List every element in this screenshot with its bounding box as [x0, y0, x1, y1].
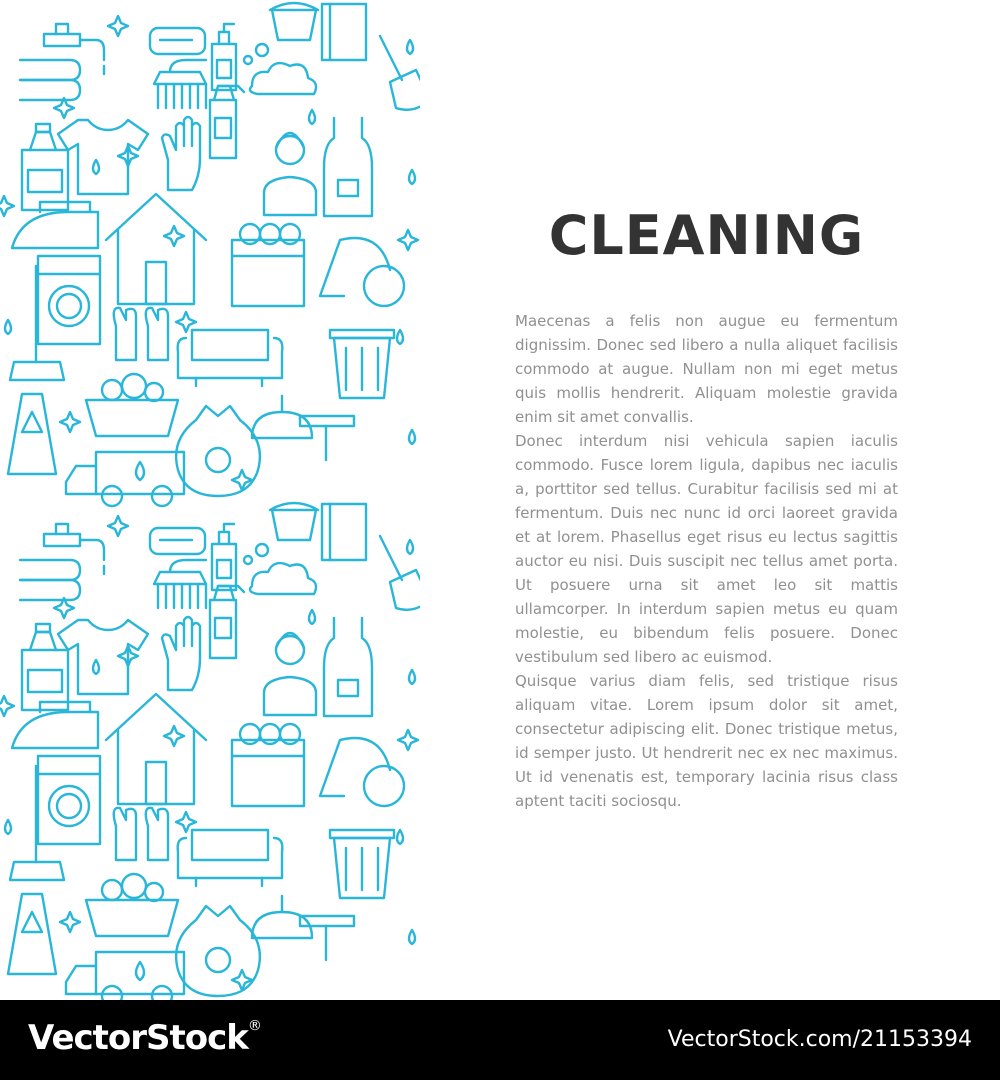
- paragraph-1: Maecenas a felis non augue eu fermentum dignissim. Donec sed libero a nulla aliquet facilisis commodo at augue. Nullam non mi eget metus quis mollis hendrerit. Aliquam molestie gravida enim sit amet convallis.: [515, 312, 898, 426]
- body-text: [515, 309, 898, 813]
- pattern-svg: [0, 0, 420, 1000]
- cleaning-icon-pattern: [0, 0, 420, 1000]
- page-title: CLEANING: [548, 204, 865, 267]
- brand-mark: ®: [247, 1018, 261, 1034]
- paragraph-2: Donec interdum nisi vehicula sapien iaculis commodo. Fusce lorem ligula, dapibus nec iaculis a, porttitor sed tellus. Curabitur facilisis sed mi at fermentum. Duis nec nunc id orci laoreet gravida et at lorem. Phasellus eget risus eu lectus sagittis auctor eu nisi. Duis suscipit nec tellus amet porta. Ut posuere urna sit amet leo sit mattis ullamcorper. In interdum sapien metus eu quam molestie, eu bibendum felis posuere. Donec vestibulum sed libero ac euismod.: [515, 432, 898, 666]
- text-content: [515, 205, 898, 813]
- paragraph-3: Quisque varius diam felis, sed tristique risus aliquam vitae. Lorem ipsum dolor sit amet, consectetur adipiscing elit. Donec tristique metus, id semper justo. Ut hendrerit nec ex nec maximus. Ut id venenatis est, temporary lacinia risus class aptent taciti sociosqu.: [515, 672, 898, 810]
- pattern-tile-2: [0, 503, 420, 1000]
- brand-name: VectorStock: [28, 1018, 248, 1058]
- footer-image-id: VectorStock.com/21153394: [667, 1027, 972, 1052]
- footer-brand: [28, 1018, 261, 1058]
- watermark-footer: [0, 1000, 1000, 1080]
- pattern-tile-1: [0, 3, 420, 506]
